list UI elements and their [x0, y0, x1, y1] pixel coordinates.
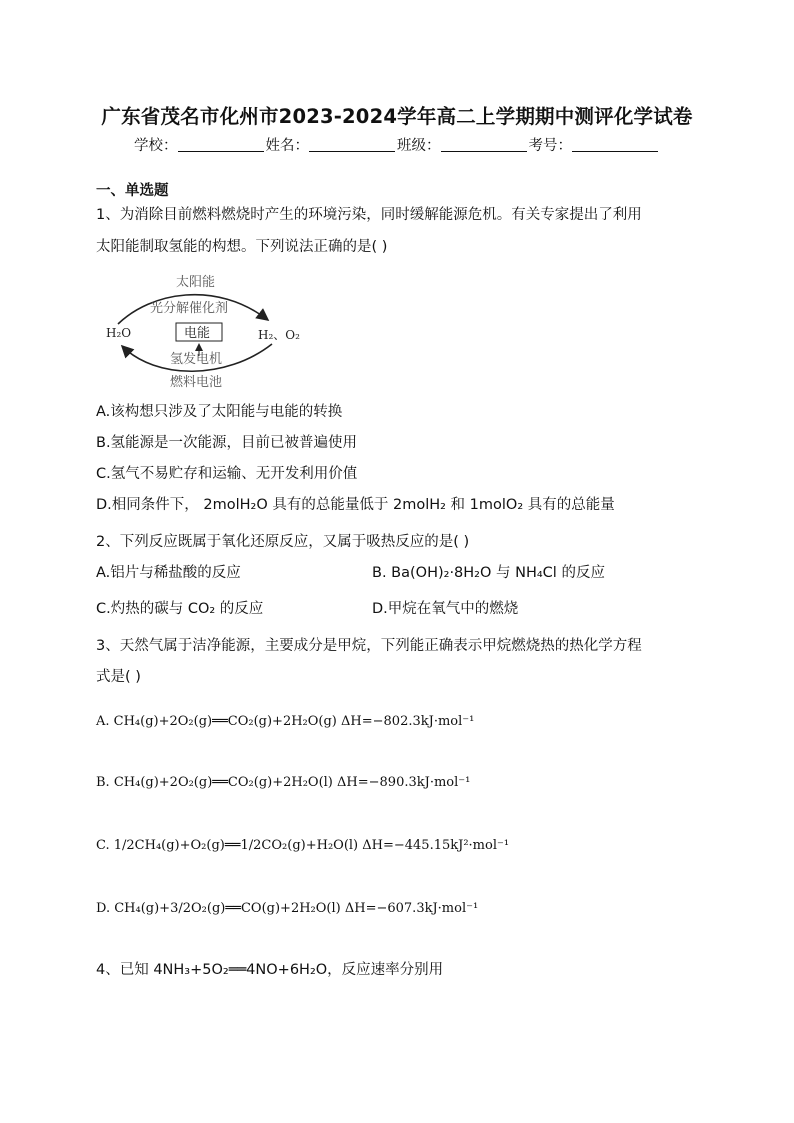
q1-option-d: D.相同条件下， 2molH₂O 具有的总能量低于 2molH₂ 和 1molO₂ 具有的总能量	[96, 497, 615, 513]
cycle-svg	[96, 262, 326, 392]
q2-option-d: D.甲烷在氧气中的燃烧	[372, 601, 519, 617]
q2-option-a: A.铝片与稀盐酸的反应	[96, 565, 241, 581]
q3-stem-line1: 3、天然气属于洁净能源，主要成分是甲烷，下列能正确表示甲烷燃烧热的热化学方程	[96, 638, 642, 654]
number-label: 考号：	[528, 138, 572, 154]
name-label: 姓名：	[265, 138, 309, 154]
q1-option-a: A.该构想只涉及了太阳能与电能的转换	[96, 404, 343, 420]
q1-energy-cycle-diagram	[96, 262, 326, 392]
q3-option-c: C. 1/2CH₄(g)+O₂(g)══1/2CO₂(g)+H₂O(l) ΔH=−445.15kJ²·mol⁻¹	[96, 838, 510, 853]
diagram-bottom1: 氢发电机	[170, 352, 223, 367]
q2-stem: 2、下列反应既属于氧化还原反应，又属于吸热反应的是( )	[96, 534, 470, 550]
class-blank[interactable]	[441, 137, 527, 152]
student-info-line	[0, 134, 794, 155]
q1-option-c: C.氢气不易贮存和运输、无开发利用价值	[96, 466, 358, 482]
section-heading: 一、单选题	[96, 183, 169, 199]
q3-stem-line2: 式是( )	[96, 669, 141, 685]
exam-title: 广东省茂名市化州市2023-2024学年高二上学期期中测评化学试卷	[101, 105, 693, 128]
q1-stem-line1: 1、为消除目前燃料燃烧时产生的环境污染，同时缓解能源危机。有关专家提出了利用	[96, 207, 642, 223]
school-blank[interactable]	[178, 137, 264, 152]
q3-option-d: D. CH₄(g)+3/2O₂(g)══CO(g)+2H₂O(l) ΔH=−607.3kJ·mol⁻¹	[96, 901, 479, 916]
q1-stem-line2: 太阳能制取氢能的构想。下列说法正确的是( )	[96, 239, 388, 255]
diagram-bottom2: 燃料电池	[170, 375, 223, 390]
q3-option-b: B. CH₄(g)+2O₂(g)══CO₂(g)+2H₂O(l) ΔH=−890.3kJ·mol⁻¹	[96, 775, 471, 790]
q3-option-a: A. CH₄(g)+2O₂(g)══CO₂(g)+2H₂O(g) ΔH=−802.3kJ·mol⁻¹	[96, 714, 475, 729]
q1-option-b: B.氢能源是一次能源，目前已被普遍使用	[96, 435, 358, 451]
diagram-top1: 太阳能	[176, 275, 216, 290]
diagram-left: H₂O	[106, 326, 132, 340]
diagram-box-label: 电能	[184, 326, 211, 341]
school-label: 学校：	[134, 138, 178, 154]
q2-option-c: C.灼热的碳与 CO₂ 的反应	[96, 601, 264, 617]
class-label: 班级：	[397, 138, 441, 154]
q4-stem: 4、已知 4NH₃+5O₂══4NO+6H₂O，反应速率分别用	[96, 962, 444, 978]
diagram-top2: 光分解催化剂	[150, 301, 229, 316]
number-blank[interactable]	[572, 137, 658, 152]
diagram-right: H₂、O₂	[258, 328, 300, 342]
q2-option-b: B. Ba(OH)₂·8H₂O 与 NH₄Cl 的反应	[372, 565, 605, 581]
name-blank[interactable]	[309, 137, 395, 152]
